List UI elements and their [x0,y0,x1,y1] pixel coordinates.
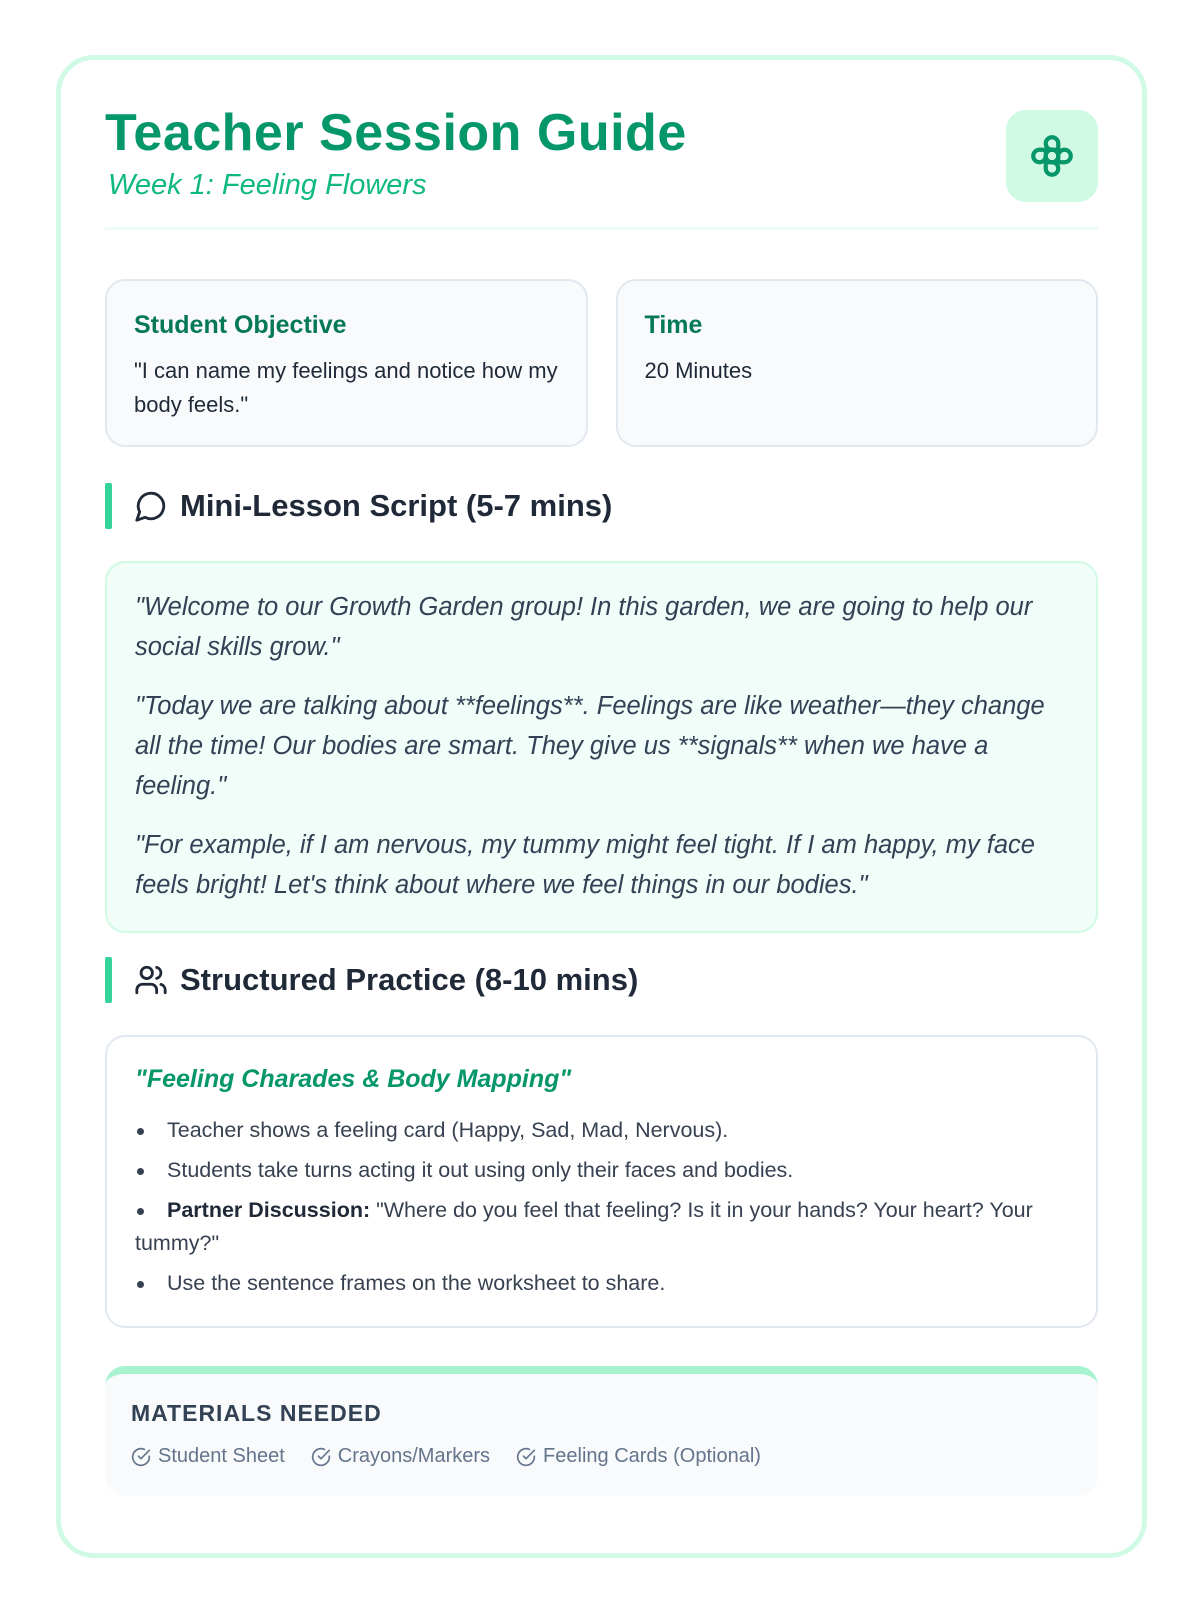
list-item: Use the sentence frames on the worksheet to share. [135,1267,1068,1300]
check-circle-icon [311,1447,331,1467]
objective-label: Student Objective [134,311,347,339]
check-circle-icon [131,1447,151,1467]
session-guide-card [56,55,1147,1558]
page-title: Teacher Session Guide [105,104,687,162]
material-label: Feeling Cards (Optional) [543,1445,761,1467]
material-item [311,1445,490,1468]
users-icon [132,961,170,999]
time-text: 20 Minutes [644,358,753,383]
page-subtitle: Week 1: Feeling Flowers [108,169,427,201]
list-item [135,1194,1068,1260]
header [105,105,1098,230]
flower-icon [1006,110,1098,202]
script-box [105,561,1098,933]
material-item [516,1445,761,1468]
activity-title: "Feeling Charades & Body Mapping" [135,1065,572,1093]
info-row [105,279,1098,447]
section-accent-bar [105,483,112,529]
partner-text: "Where do you feel that feeling? Is it in your hands? Your heart? Your tummy?" [135,1198,1033,1255]
mini-lesson-heading [105,483,1098,529]
materials-label: MATERIALS NEEDED [131,1400,382,1426]
material-label: Student Sheet [158,1445,285,1467]
materials-list [131,1445,1072,1468]
list-item: Teacher shows a feeling card (Happy, Sad, Mad, Nervous). [135,1114,1068,1147]
script-paragraph: "Today we are talking about **feelings**. Feelings are like weather—they change all the time! Our bodies are smart. They give us **signals** when we have a feeling." [135,692,1045,800]
objective-text: "I can name my feelings and notice how my body feels." [134,358,558,417]
practice-list [135,1114,1068,1300]
practice-title: Structured Practice (8-10 mins) [180,962,639,997]
time-box [616,279,1099,447]
speech-bubble-icon [132,487,170,525]
check-circle-icon [516,1447,536,1467]
section-accent-bar [105,957,112,1003]
practice-box [105,1035,1098,1328]
partner-label: Partner Discussion: [167,1198,371,1222]
materials-box [105,1366,1098,1496]
list-item: Students take turns acting it out using only their faces and bodies. [135,1154,1068,1187]
material-item [131,1445,285,1468]
time-label: Time [644,311,703,339]
script-paragraph: "Welcome to our Growth Garden group! In this garden, we are going to help our social skills grow." [135,593,1033,661]
script-paragraph: "For example, if I am nervous, my tummy might feel tight. If I am happy, my face feels bright! Let's think about where we feel things in our bodies." [135,831,1035,899]
objective-box [105,279,588,447]
practice-heading [105,957,1098,1003]
mini-lesson-title: Mini-Lesson Script (5-7 mins) [180,488,613,523]
material-label: Crayons/Markers [337,1445,491,1467]
